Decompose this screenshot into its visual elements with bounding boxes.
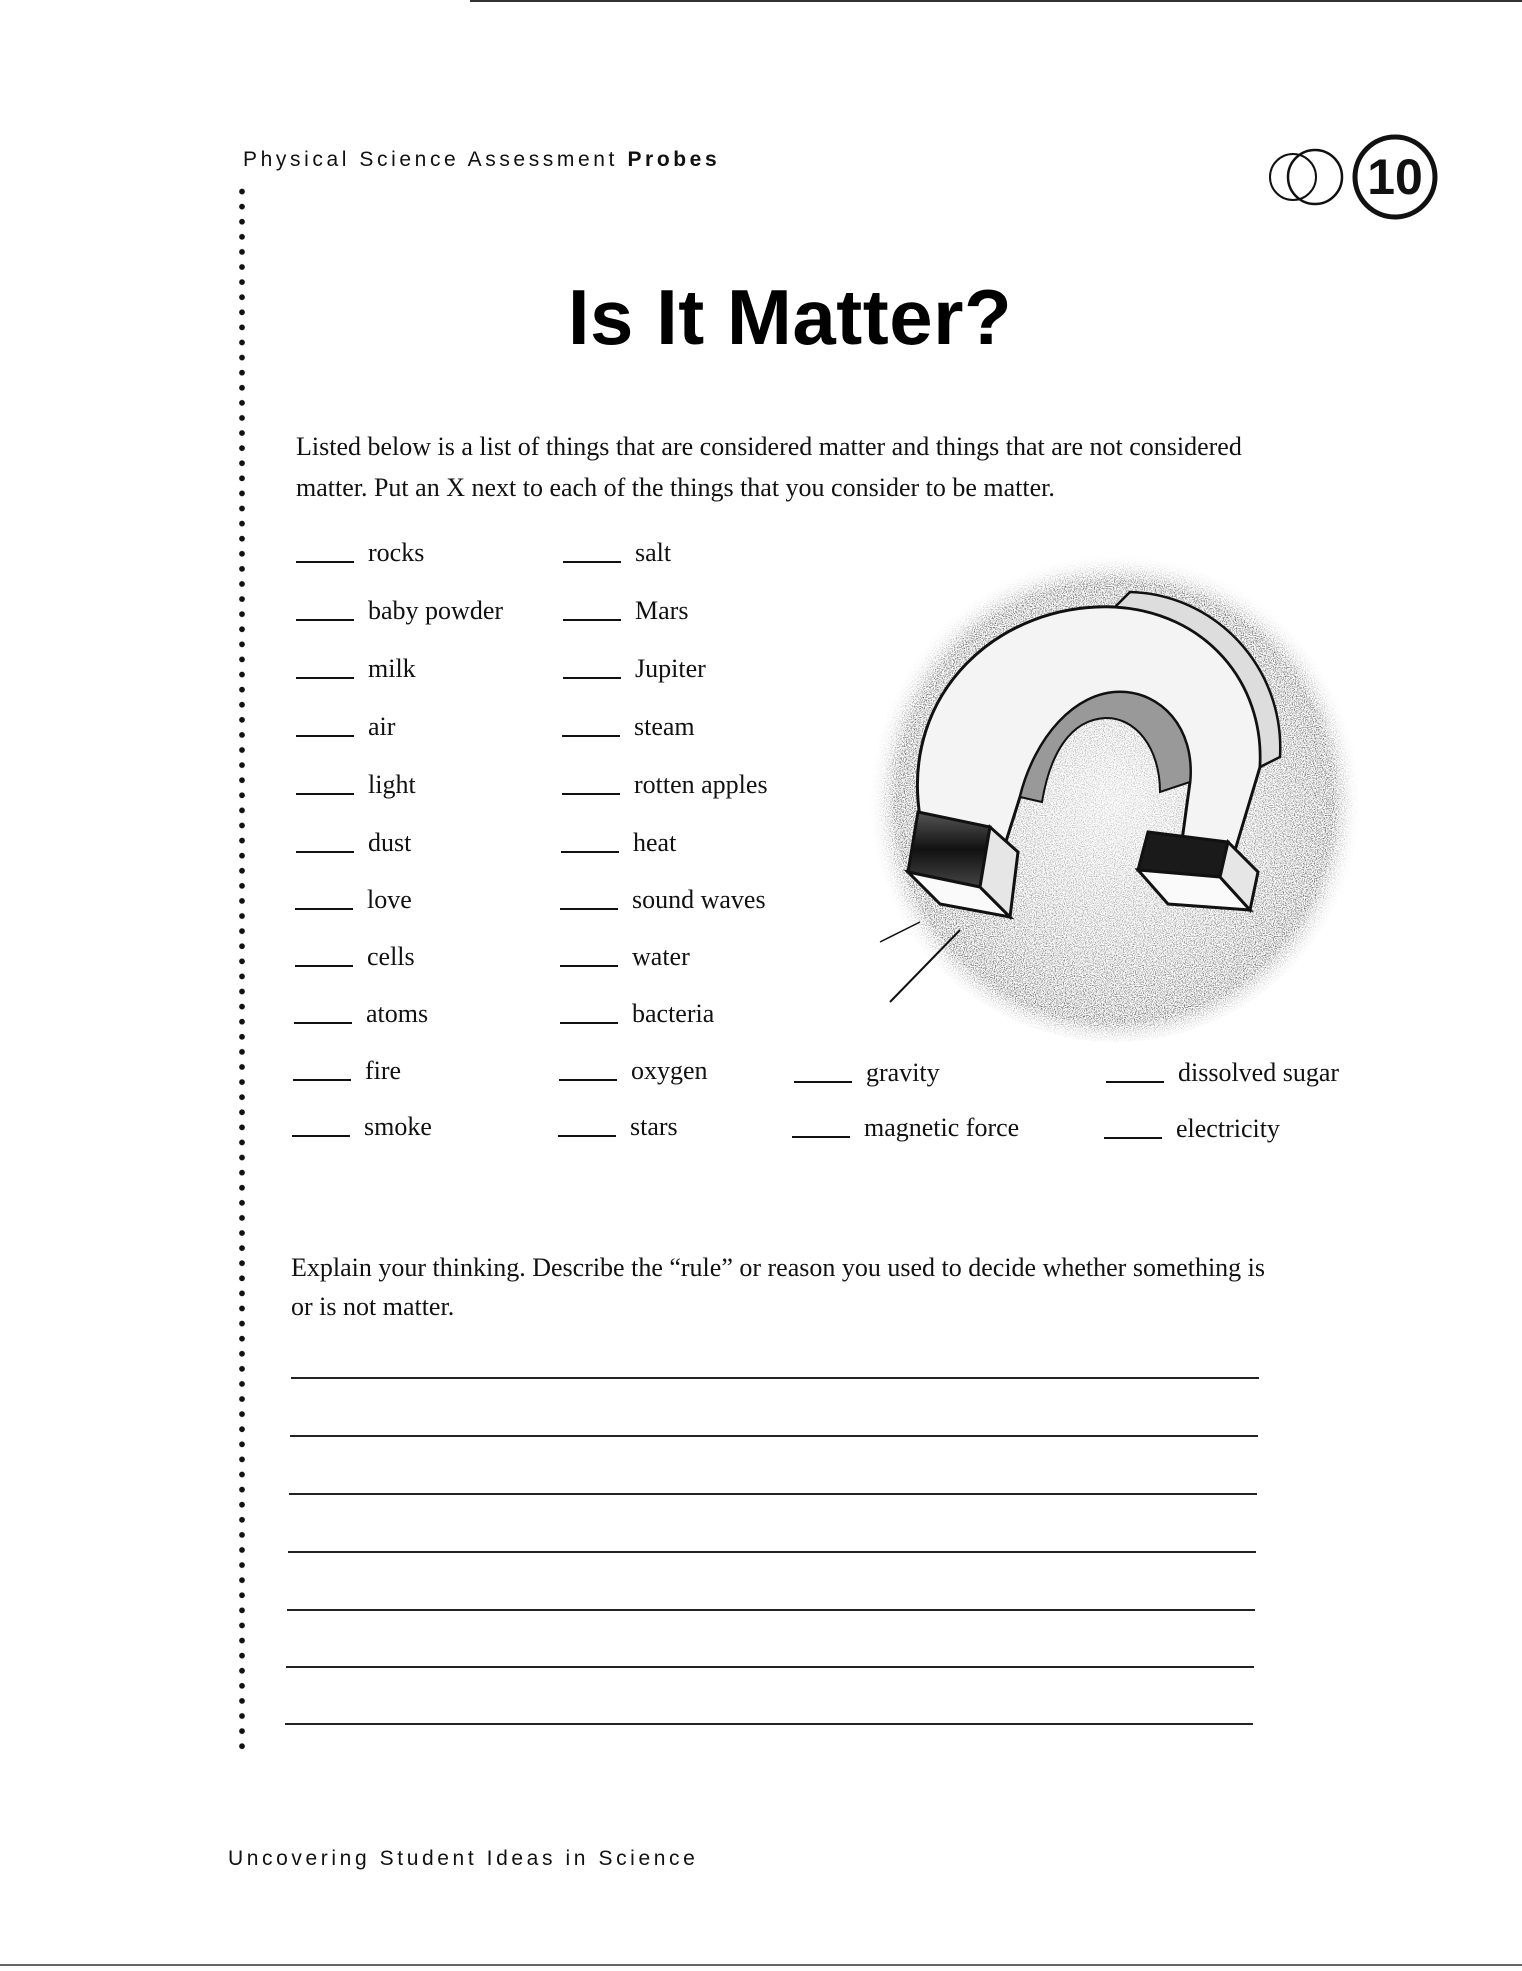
answer-line[interactable] — [285, 1723, 1253, 1725]
answer-blank[interactable] — [558, 1135, 616, 1137]
matter-item[interactable] — [296, 770, 416, 800]
matter-item[interactable] — [562, 770, 768, 800]
matter-item[interactable] — [1104, 1114, 1280, 1144]
answer-line[interactable] — [286, 1666, 1254, 1668]
item-label: fire — [365, 1056, 402, 1085]
running-head-text: Physical Science Assessment — [243, 148, 628, 171]
item-label: rotten apples — [634, 770, 768, 799]
item-label: baby powder — [368, 596, 504, 625]
matter-item[interactable] — [563, 596, 688, 626]
answer-blank[interactable] — [293, 1079, 351, 1081]
item-label: Jupiter — [635, 654, 706, 683]
item-label: atoms — [366, 999, 429, 1028]
item-label: gravity — [866, 1058, 940, 1087]
answer-blank[interactable] — [561, 851, 619, 853]
item-label: heat — [633, 828, 677, 857]
matter-item[interactable] — [559, 1056, 708, 1086]
answer-blank[interactable] — [560, 908, 618, 910]
item-label: air — [368, 712, 396, 741]
matter-item[interactable] — [296, 828, 411, 858]
item-label: steam — [634, 712, 695, 741]
bottom-rule — [0, 1964, 1522, 1966]
answer-blank[interactable] — [1104, 1137, 1162, 1139]
answer-blank[interactable] — [562, 735, 620, 737]
answer-blank[interactable] — [294, 1022, 352, 1024]
matter-item[interactable] — [1106, 1058, 1339, 1088]
matter-item[interactable] — [296, 596, 503, 626]
answer-blank[interactable] — [563, 677, 621, 679]
answer-blank[interactable] — [563, 619, 621, 621]
answer-blank[interactable] — [292, 1135, 350, 1137]
matter-item[interactable] — [293, 1056, 401, 1086]
matter-item[interactable] — [558, 1112, 678, 1142]
matter-item[interactable] — [563, 654, 706, 684]
item-label: magnetic force — [864, 1113, 1020, 1142]
item-label: stars — [630, 1112, 678, 1141]
answer-blank[interactable] — [296, 619, 354, 621]
page-footer: Uncovering Student Ideas in Science — [228, 1847, 699, 1870]
answer-blank[interactable] — [295, 965, 353, 967]
item-label: electricity — [1176, 1114, 1280, 1143]
answer-line[interactable] — [291, 1377, 1259, 1379]
matter-item[interactable] — [560, 942, 690, 972]
answer-blank[interactable] — [296, 851, 354, 853]
item-label: bacteria — [632, 999, 715, 1028]
matter-item[interactable] — [794, 1058, 940, 1088]
item-label: salt — [635, 538, 672, 567]
matter-item[interactable] — [294, 999, 428, 1029]
running-head-bold: Probes — [627, 148, 721, 171]
item-label: Mars — [635, 596, 689, 625]
answer-blank[interactable] — [296, 561, 354, 563]
item-label: love — [367, 885, 412, 914]
matter-item[interactable] — [560, 885, 766, 915]
matter-item[interactable] — [792, 1113, 1019, 1143]
answer-line[interactable] — [287, 1609, 1255, 1611]
answer-blank[interactable] — [559, 1079, 617, 1081]
item-label: dissolved sugar — [1178, 1058, 1340, 1087]
item-label: light — [368, 770, 416, 799]
running-head — [243, 148, 720, 172]
answer-blank[interactable] — [794, 1081, 852, 1083]
dotted-margin-rule — [236, 184, 248, 1752]
top-rule — [470, 0, 1522, 2]
item-label: rocks — [368, 538, 425, 567]
item-label: oxygen — [631, 1056, 708, 1085]
matter-item[interactable] — [296, 538, 424, 568]
item-label: milk — [368, 654, 416, 683]
answer-blank[interactable] — [562, 793, 620, 795]
matter-item[interactable] — [561, 828, 676, 858]
answer-line[interactable] — [290, 1435, 1258, 1437]
item-label: sound waves — [632, 885, 766, 914]
answer-blank[interactable] — [296, 677, 354, 679]
probe-number: 10 — [1367, 149, 1423, 205]
matter-item[interactable] — [296, 654, 416, 684]
item-label: dust — [368, 828, 412, 857]
answer-blank[interactable] — [563, 561, 621, 563]
page-title: Is It Matter? — [567, 273, 1013, 361]
answer-blank[interactable] — [296, 735, 354, 737]
matter-item[interactable] — [562, 712, 695, 742]
item-label: water — [632, 942, 690, 971]
answer-blank[interactable] — [560, 1022, 618, 1024]
explain-prompt: Explain your thinking. Describe the “rule” or reason you used to decide whether something is or is not matter. — [291, 1253, 1266, 1321]
item-label: smoke — [364, 1112, 432, 1141]
horseshoe-magnet-icon — [860, 532, 1360, 1042]
matter-item[interactable] — [296, 712, 395, 742]
matter-item[interactable] — [560, 999, 714, 1029]
answer-blank[interactable] — [560, 965, 618, 967]
answer-blank[interactable] — [296, 793, 354, 795]
instructions-text: Listed below is a list of things that are considered matter and things that are not considered matter. Put an X next to each of the things that you consider to be matter. — [296, 432, 1242, 502]
matter-item[interactable] — [295, 942, 415, 972]
matter-item[interactable] — [563, 538, 671, 568]
item-label: cells — [367, 942, 415, 971]
answer-line[interactable] — [289, 1493, 1257, 1495]
answer-blank[interactable] — [1106, 1081, 1164, 1083]
answer-blank[interactable] — [295, 908, 353, 910]
matter-item[interactable] — [292, 1112, 432, 1142]
answer-line[interactable] — [288, 1551, 1256, 1553]
matter-item[interactable] — [295, 885, 412, 915]
answer-blank[interactable] — [792, 1136, 850, 1138]
